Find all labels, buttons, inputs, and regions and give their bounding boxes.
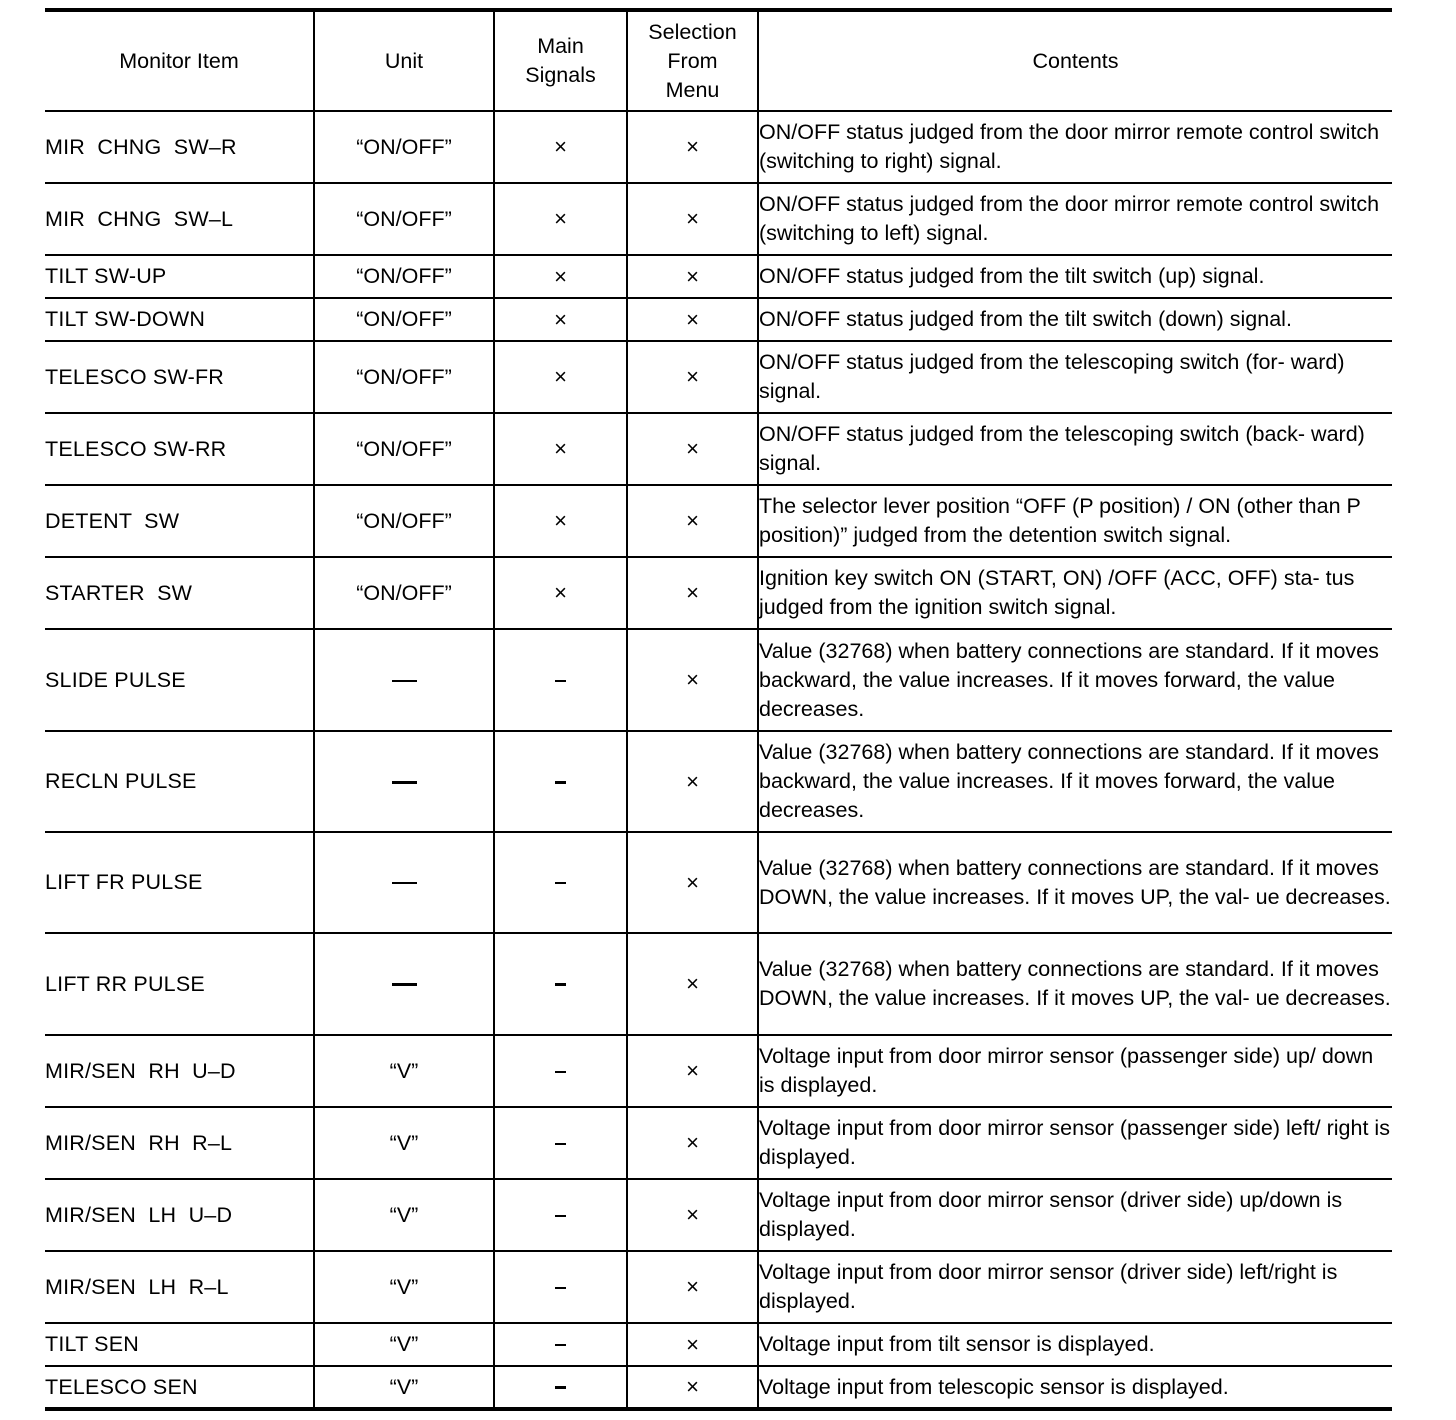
cross-mark-icon: ×: [554, 134, 567, 159]
main-signals-cell: [494, 111, 627, 183]
main-signals-cell: [494, 341, 627, 413]
en-dash-mark: [555, 882, 566, 884]
main-signals-cell: [494, 1035, 627, 1107]
unit-cell: [314, 731, 494, 832]
selection-from-menu-cell: [627, 413, 758, 485]
unit-cell: “ON/OFF”: [314, 341, 494, 413]
cross-mark-icon: ×: [686, 1374, 699, 1399]
cross-mark-icon: ×: [686, 508, 699, 533]
header-monitor-item: Monitor Item: [45, 10, 314, 111]
en-dash-mark: [555, 1344, 566, 1346]
main-signals-cell: [494, 298, 627, 341]
table-row: [45, 832, 1392, 933]
main-signals-cell: [494, 557, 627, 629]
monitor-item-cell: LIFT RR PULSE: [45, 933, 314, 1035]
cross-mark-icon: ×: [686, 869, 699, 895]
contents-cell: ON/OFF status judged from the telescoping switch (back- ward) signal.: [758, 413, 1392, 485]
header-main-signals-line2: Signals: [525, 63, 596, 87]
selection-from-menu-cell: [627, 629, 758, 731]
em-dash-mark: [392, 781, 417, 784]
cross-mark-icon: ×: [686, 306, 699, 332]
en-dash-mark: [555, 1287, 566, 1289]
unit-cell: “V”: [314, 1323, 494, 1366]
contents-cell: The selector lever position “OFF (P position) / ON (other than P position)” judged from the detention switch signal.: [758, 485, 1392, 557]
monitor-item-cell: DETENT SW: [45, 485, 314, 557]
unit-cell: “ON/OFF”: [314, 557, 494, 629]
en-dash-mark: [555, 1215, 566, 1217]
en-dash-mark: [555, 781, 566, 784]
main-signals-cell: [494, 933, 627, 1035]
contents-cell: ON/OFF status judged from the tilt switch (up) signal.: [758, 255, 1392, 298]
unit-cell: [314, 933, 494, 1035]
main-signals-cell: [494, 1323, 627, 1366]
selection-from-menu-cell: [627, 183, 758, 255]
header-selection-line2: From: [667, 48, 718, 73]
contents-cell: Voltage input from door mirror sensor (passenger side) left/ right is displayed.: [758, 1107, 1392, 1179]
selection-from-menu-cell: [627, 298, 758, 341]
cross-mark-icon: ×: [686, 1274, 699, 1299]
table-row: [45, 111, 1392, 183]
table-header-row: [45, 10, 1392, 111]
monitor-item-table: [45, 8, 1392, 1411]
header-selection-from-menu: [627, 10, 758, 111]
table-row: [45, 1323, 1392, 1366]
table-row: [45, 183, 1392, 255]
unit-cell: “ON/OFF”: [314, 413, 494, 485]
selection-from-menu-cell: [627, 832, 758, 933]
table-row: [45, 1035, 1392, 1107]
cross-mark-icon: ×: [686, 667, 699, 692]
cross-mark-icon: ×: [554, 580, 567, 605]
unit-cell: [314, 832, 494, 933]
main-signals-cell: [494, 1366, 627, 1409]
monitor-item-cell: LIFT FR PULSE: [45, 832, 314, 933]
cross-mark-icon: ×: [554, 436, 567, 461]
header-main-signals-line1: Main: [537, 34, 584, 58]
header-contents: Contents: [758, 10, 1392, 111]
main-signals-cell: [494, 731, 627, 832]
contents-cell: Ignition key switch ON (START, ON) /OFF (ACC, OFF) sta- tus judged from the ignition switch signal.: [758, 557, 1392, 629]
cross-mark-icon: ×: [554, 306, 567, 332]
monitor-item-cell: TILT SW-UP: [45, 255, 314, 298]
table-row: [45, 413, 1392, 485]
unit-cell: “ON/OFF”: [314, 485, 494, 557]
table-row: [45, 1107, 1392, 1179]
unit-cell: “V”: [314, 1179, 494, 1251]
em-dash-mark: [392, 882, 417, 884]
cross-mark-icon: ×: [686, 1202, 699, 1227]
table-row: [45, 1251, 1392, 1323]
cross-mark-icon: ×: [686, 263, 699, 289]
header-unit: Unit: [314, 10, 494, 111]
contents-cell: Voltage input from door mirror sensor (driver side) up/down is displayed.: [758, 1179, 1392, 1251]
selection-from-menu-cell: [627, 1251, 758, 1323]
table-row: [45, 341, 1392, 413]
monitor-item-cell: MIR/SEN RH U–D: [45, 1035, 314, 1107]
table-row: [45, 557, 1392, 629]
unit-cell: “ON/OFF”: [314, 255, 494, 298]
table-row: [45, 485, 1392, 557]
monitor-item-cell: SLIDE PULSE: [45, 629, 314, 731]
cross-mark-icon: ×: [686, 768, 699, 794]
selection-from-menu-cell: [627, 1107, 758, 1179]
main-signals-cell: [494, 413, 627, 485]
em-dash-mark: [392, 983, 417, 986]
em-dash-mark: [392, 680, 417, 682]
unit-cell: “V”: [314, 1035, 494, 1107]
monitor-item-cell: MIR/SEN RH R–L: [45, 1107, 314, 1179]
contents-cell: Voltage input from tilt sensor is displayed.: [758, 1323, 1392, 1366]
monitor-item-cell: TELESCO SEN: [45, 1366, 314, 1409]
table-row: [45, 933, 1392, 1035]
main-signals-cell: [494, 485, 627, 557]
cross-mark-icon: ×: [686, 1331, 699, 1357]
selection-from-menu-cell: [627, 1035, 758, 1107]
contents-cell: ON/OFF status judged from the tilt switch (down) signal.: [758, 298, 1392, 341]
monitor-item-cell: RECLN PULSE: [45, 731, 314, 832]
unit-cell: “V”: [314, 1107, 494, 1179]
unit-cell: “V”: [314, 1251, 494, 1323]
selection-from-menu-cell: [627, 731, 758, 832]
selection-from-menu-cell: [627, 485, 758, 557]
cross-mark-icon: ×: [686, 364, 699, 389]
contents-cell: Value (32768) when battery connections are standard. If it moves backward, the value increases. If it moves forward, the value decreases.: [758, 629, 1392, 731]
main-signals-cell: [494, 1251, 627, 1323]
table-row: [45, 731, 1392, 832]
monitor-item-cell: TILT SEN: [45, 1323, 314, 1366]
unit-cell: “ON/OFF”: [314, 111, 494, 183]
en-dash-mark: [555, 1143, 566, 1145]
header-main-signals: [494, 10, 627, 111]
table-row: [45, 1179, 1392, 1251]
table-row: [45, 629, 1392, 731]
cross-mark-icon: ×: [554, 263, 567, 289]
contents-cell: ON/OFF status judged from the telescoping switch (for- ward) signal.: [758, 341, 1392, 413]
selection-from-menu-cell: [627, 933, 758, 1035]
main-signals-cell: [494, 183, 627, 255]
contents-cell: Voltage input from door mirror sensor (passenger side) up/ down is displayed.: [758, 1035, 1392, 1107]
cross-mark-icon: ×: [686, 206, 699, 231]
selection-from-menu-cell: [627, 1366, 758, 1409]
monitor-item-cell: MIR/SEN LH R–L: [45, 1251, 314, 1323]
unit-cell: “ON/OFF”: [314, 183, 494, 255]
contents-cell: Value (32768) when battery connections are standard. If it moves DOWN, the value increases. If it moves UP, the val- ue decreases.: [758, 832, 1392, 933]
cross-mark-icon: ×: [554, 508, 567, 533]
cross-mark-icon: ×: [686, 971, 699, 996]
en-dash-mark: [555, 983, 566, 986]
header-selection-line1: Selection: [648, 19, 737, 44]
unit-cell: [314, 629, 494, 731]
main-signals-cell: [494, 255, 627, 298]
main-signals-cell: [494, 1107, 627, 1179]
unit-cell: “V”: [314, 1366, 494, 1409]
contents-cell: ON/OFF status judged from the door mirror remote control switch (switching to left) signal.: [758, 183, 1392, 255]
cross-mark-icon: ×: [686, 1130, 699, 1155]
table-row: [45, 255, 1392, 298]
selection-from-menu-cell: [627, 111, 758, 183]
cross-mark-icon: ×: [554, 364, 567, 389]
selection-from-menu-cell: [627, 1179, 758, 1251]
cross-mark-icon: ×: [686, 436, 699, 461]
cross-mark-icon: ×: [686, 580, 699, 605]
monitor-item-cell: MIR CHNG SW–L: [45, 183, 314, 255]
table-row: [45, 1366, 1392, 1409]
contents-cell: Voltage input from telescopic sensor is displayed.: [758, 1366, 1392, 1409]
cross-mark-icon: ×: [554, 206, 567, 231]
selection-from-menu-cell: [627, 341, 758, 413]
contents-cell: Value (32768) when battery connections are standard. If it moves backward, the value increases. If it moves forward, the value decreases.: [758, 731, 1392, 832]
selection-from-menu-cell: [627, 255, 758, 298]
monitor-item-cell: TELESCO SW-FR: [45, 341, 314, 413]
main-signals-cell: [494, 832, 627, 933]
selection-from-menu-cell: [627, 557, 758, 629]
en-dash-mark: [555, 1386, 566, 1389]
cross-mark-icon: ×: [686, 1058, 699, 1083]
contents-cell: ON/OFF status judged from the door mirror remote control switch (switching to right) signal.: [758, 111, 1392, 183]
monitor-item-cell: TELESCO SW-RR: [45, 413, 314, 485]
monitor-item-cell: MIR/SEN LH U–D: [45, 1179, 314, 1251]
header-selection-line3: Menu: [665, 77, 720, 102]
main-signals-cell: [494, 629, 627, 731]
unit-cell: “ON/OFF”: [314, 298, 494, 341]
monitor-item-cell: STARTER SW: [45, 557, 314, 629]
monitor-item-cell: MIR CHNG SW–R: [45, 111, 314, 183]
selection-from-menu-cell: [627, 1323, 758, 1366]
en-dash-mark: [555, 680, 566, 682]
contents-cell: Value (32768) when battery connections are standard. If it moves DOWN, the value increases. If it moves UP, the val- ue decreases.: [758, 933, 1392, 1035]
monitor-item-cell: TILT SW-DOWN: [45, 298, 314, 341]
main-signals-cell: [494, 1179, 627, 1251]
table-row: [45, 298, 1392, 341]
contents-cell: Voltage input from door mirror sensor (driver side) left/right is displayed.: [758, 1251, 1392, 1323]
cross-mark-icon: ×: [686, 134, 699, 159]
en-dash-mark: [555, 1071, 566, 1073]
